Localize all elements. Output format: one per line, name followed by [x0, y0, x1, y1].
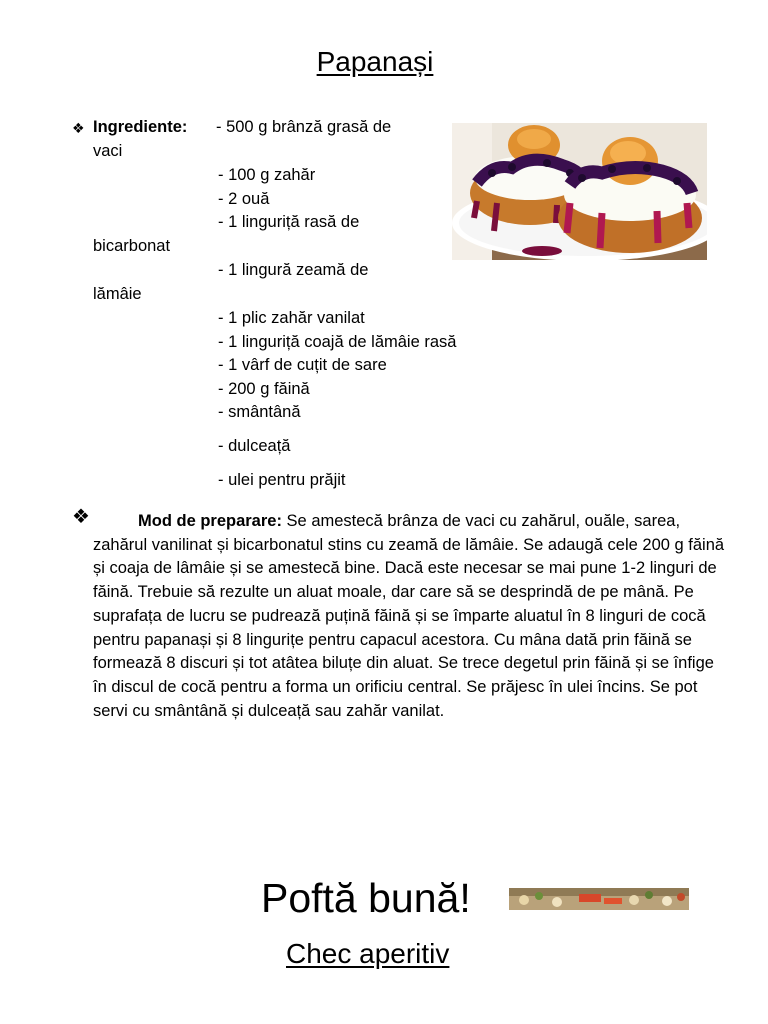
ingredient-line: - 200 g făină: [218, 380, 310, 398]
closing-greeting: Poftă bună!: [261, 875, 471, 921]
ingredient-line: - 1 lingură zeamă de: [218, 261, 369, 279]
ingredient-line: - 500 g brânză grasă de: [216, 118, 392, 136]
ingredient-line: - 1 linguriță coajă de lămâie rasă: [218, 333, 457, 351]
preparation-heading: Mod de preparare:: [138, 512, 282, 530]
ingredient-line: - smântână: [218, 403, 301, 421]
chec-photo-strip: [509, 888, 689, 910]
ingredient-line: - ulei pentru prăjit: [218, 471, 346, 489]
papanasi-photo: [452, 123, 707, 260]
ingredient-line: - dulceață: [218, 437, 291, 455]
diamond-bullet-icon: ❖: [72, 506, 90, 528]
ingredient-line: lămâie: [93, 285, 142, 303]
ingredient-line: - 1 vârf de cuțit de sare: [218, 356, 387, 374]
ingredient-line: - 2 ouă: [218, 190, 270, 208]
ingredients-heading: Ingrediente:: [93, 118, 188, 136]
page-title: Papanași: [316, 46, 434, 77]
ingredient-line: - 100 g zahăr: [218, 166, 316, 184]
next-recipe-title: Chec aperitiv: [286, 938, 450, 969]
ingredient-line: - 1 linguriță rasă de: [218, 213, 360, 231]
diamond-bullet-icon: ❖: [72, 120, 85, 136]
ingredient-line: bicarbonat: [93, 237, 171, 255]
ingredient-line: - 1 plic zahăr vanilat: [218, 309, 365, 327]
preparation-text: Se amestecă brânza de vaci cu zahărul, ouăle, sarea, zahărul vanilinat și bicarbonatul stins cu zeamă de lămâie. Se adaugă cele 200 g făină și coaja de lâmâie și se amestecă bine. Dacă este necesar se mai pune 1-2 linguri de făină. Trebuie să rezulte un aluat moale, dar care să se desprindă de pe mână. Pe suprafața de lucru se pudrează puțină făină și se împarte aluatul în 8 linguri de cocă pentru papanași și 8 lingurițe pentru capacul acestora. Cu mâna dată prin făină se formează 8 discuri și tot atâtea biluțe din aluat. Se trece degetul prin făină și se înfige în discul de cocă pentru a forma un orificiu central. Se prăjesc în ulei încins. Se pot servi cu smântână și dulceață sau zahăr vanilat.: [93, 512, 725, 720]
preparation-paragraph: [93, 510, 725, 723]
ingredient-line: vaci: [93, 142, 123, 160]
